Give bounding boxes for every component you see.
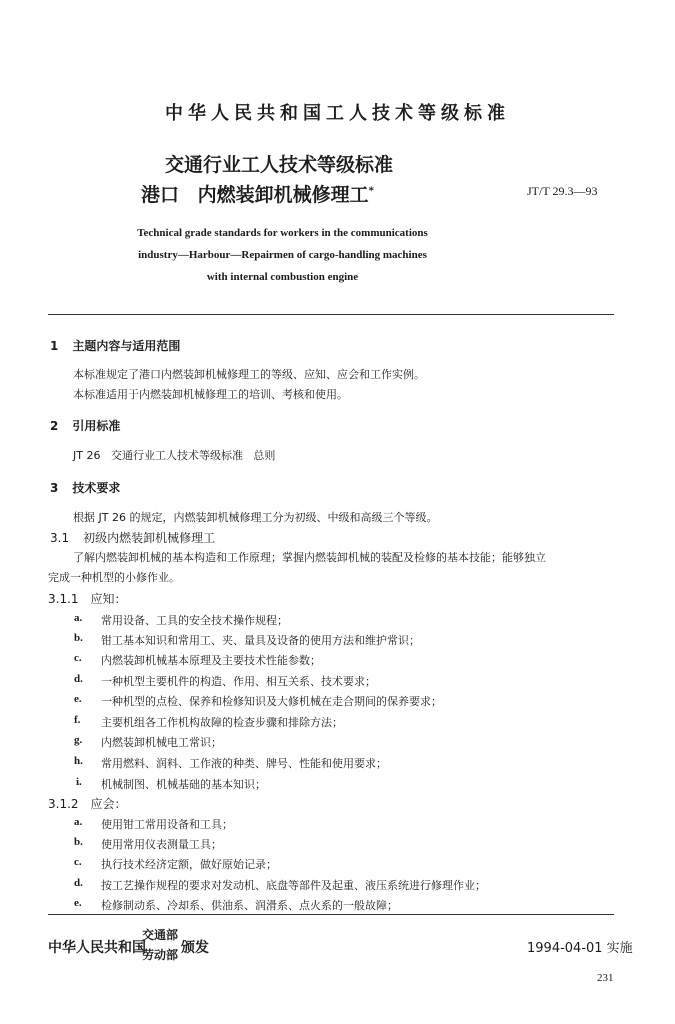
section-2-heading [50,417,120,434]
item-text: 常用燃料、润料、工作液的种类、牌号、性能和使用要求； [101,757,387,770]
section-1-paragraph-1: 本标准规定了港口内燃装卸机械修理工的等级、应知、应会和工作实例。 [73,368,425,381]
item-text: 一种机型的点检、保养和检修知识及大修机械在走合期间的保养要求； [101,695,442,708]
document-title-text: 港口 内燃装卸机械修理工 [141,184,369,206]
implementation-date: 1994-04-01 实施 [527,941,633,956]
item-letter: c. [74,652,82,664]
issuing-ministry-2: 劳动部 [142,948,179,962]
reference-standard: JT 26 交通行业工人技术等级标准 总则 [73,449,276,462]
section-3-intro: 根据 JT 26 的规定，内燃装卸机械修理工分为初级、中级和高级三个等级。 [73,511,438,524]
subsection-title: 应会： [90,797,127,811]
section-title: 技术要求 [72,481,121,495]
item-letter: e. [74,897,82,909]
item-letter: h. [74,755,83,767]
document-title-line2 [141,180,374,207]
item-text: 内燃装卸机械电工常识； [101,736,222,749]
section-number: 2 [50,419,59,433]
english-title-line2: industry—Harbour—Repairmen of cargo-handling machines [138,249,427,261]
item-letter: b. [74,632,83,644]
section-number: 1 [50,339,59,353]
section-title: 主题内容与适用范围 [72,339,181,353]
section-number: 3 [50,481,59,495]
item-letter: d. [74,877,83,889]
section-1-heading [50,337,180,354]
subsection-title: 应知： [90,592,127,606]
subsection-3-1-paragraph-line2: 完成一种机型的小修作业。 [48,571,180,584]
item-letter: d. [74,673,83,685]
english-title-line1: Technical grade standards for workers in the communications [137,227,428,239]
item-text: 使用常用仪表测量工具； [101,838,222,851]
subsection-title: 初级内燃装卸机械修理工 [83,531,216,545]
subsection-3-1-1-heading [48,590,127,607]
item-text: 机械制图、机械基础的基本知识； [101,778,266,791]
page-number: 231 [597,972,614,984]
item-text: 使用钳工常用设备和工具； [101,818,233,831]
footer-divider [48,914,614,915]
item-letter: f. [74,714,81,726]
section-1-paragraph-2: 本标准适用于内燃装卸机械修理工的培训、考核和使用。 [73,388,348,401]
item-text: 一种机型主要机件的构造、作用、相互关系、技术要求； [101,675,376,688]
subsection-number: 3.1.1 [48,592,79,606]
subsection-3-1-2-heading [48,795,127,812]
english-title-line3: with internal combustion engine [206,271,359,283]
title-footnote-mark: * [368,185,374,197]
item-text: 主要机组各工作机构故障的检查步骤和排除方法； [101,716,343,729]
item-text: 执行技术经济定额，做好原始记录； [101,858,277,871]
item-text: 内燃装卸机械基本原理及主要技术性能参数； [101,654,321,667]
issuer-country: 中华人民共和国 [48,940,146,956]
item-letter: a. [74,816,83,828]
document-title-line1: 交通行业工人技术等级标准 [165,154,394,176]
item-text: 钳工基本知识和常用工、夹、量具及设备的使用方法和维护常识； [101,634,420,647]
item-text: 按工艺操作规程的要求对发动机、底盘等部件及起重、液压系统进行修理作业； [101,879,486,892]
item-letter: g. [74,734,83,746]
item-text: 常用设备、工具的安全技术操作规程； [101,614,288,627]
item-letter: c. [74,856,82,868]
item-letter: b. [74,836,83,848]
subsection-3-1-heading [50,529,215,546]
standard-code: JT/T 29.3—93 [527,184,598,198]
item-letter: i. [76,776,82,788]
item-letter: a. [74,612,83,624]
national-standard-title: 中华人民共和国工人技术等级标准 [165,103,510,124]
issued-label: 颁发 [181,940,209,956]
subsection-number: 3.1 [50,531,70,545]
subsection-number: 3.1.2 [48,797,79,811]
header-divider [48,314,614,315]
item-letter: e. [74,693,82,705]
issuing-ministry-1: 交通部 [142,928,179,942]
section-title: 引用标准 [72,419,121,433]
item-text: 检修制动系、冷却系、供油系、润滑系、点火系的一般故障； [101,899,398,912]
section-3-heading [50,479,120,496]
subsection-3-1-paragraph-line1: 了解内燃装卸机械的基本构造和工作原理；掌握内燃装卸机械的装配及检修的基本技能；能够独立 [73,551,546,564]
